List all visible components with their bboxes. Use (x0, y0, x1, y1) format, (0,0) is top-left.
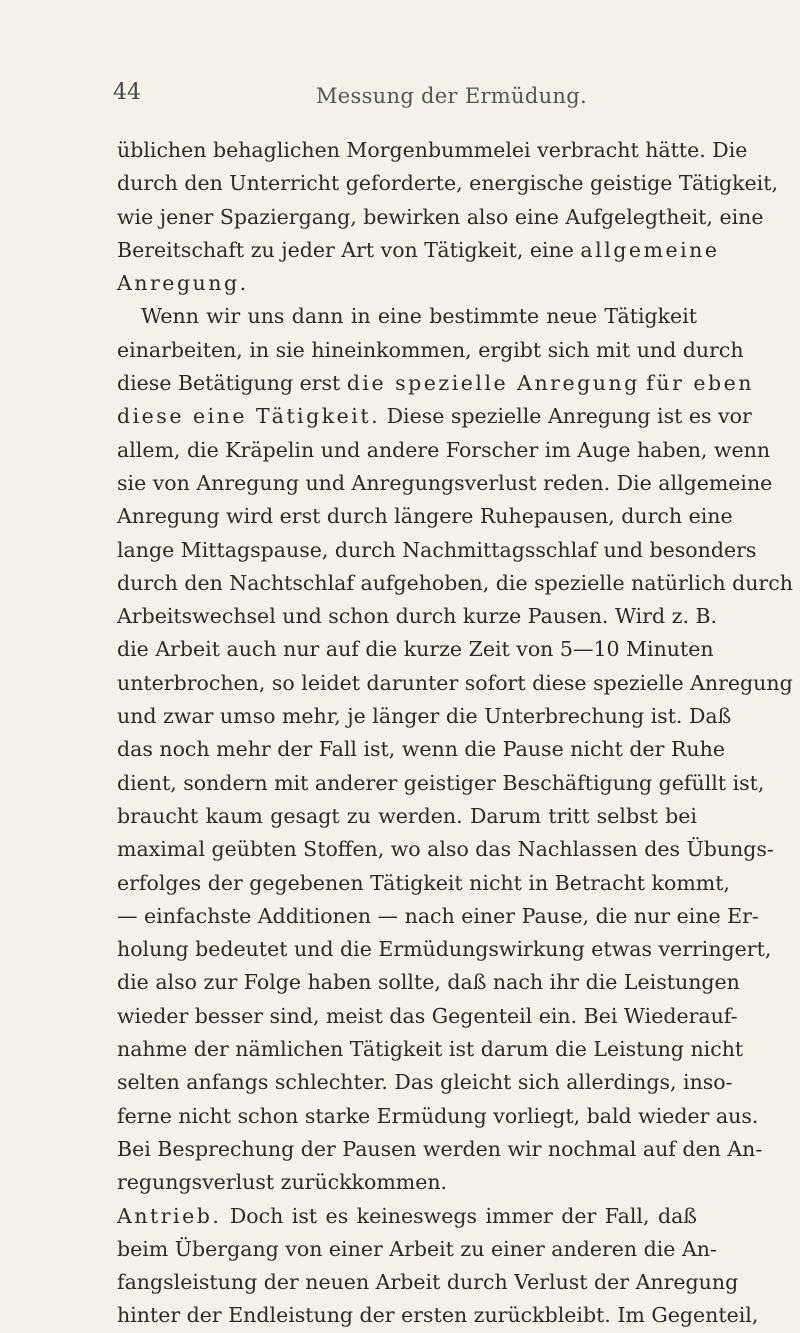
emphasis-spezielle-anregung: die spezielle Anregung (346, 371, 640, 396)
text-line: sie von Anregung und Anregungsverlust reden. Die allgemeine (117, 470, 773, 495)
text-line: fangsleistung der neuen Arbeit durch Verlust der Anregung (117, 1270, 739, 1295)
page-number: 44 (113, 80, 141, 105)
text-line: hinter der Endleistung der ersten zurückbleibt. Im Gegenteil, (117, 1303, 759, 1328)
body-text (117, 134, 793, 1333)
text-line: holung bedeutet und die Ermüdungswirkung etwas verringert, (117, 937, 772, 962)
text-line: — einfachste Additionen — nach einer Pause, die nur eine Er- (117, 903, 759, 928)
text-line: Anregung. (117, 271, 249, 296)
text-line: selten anfangs schlechter. Das gleicht sich allerdings, inso- (117, 1070, 733, 1095)
page-header (0, 80, 800, 120)
text-line: diese eine Tätigkeit. Diese spezielle Anregung ist es vor (117, 404, 752, 429)
text-line: braucht kaum gesagt zu werden. Darum tritt selbst bei (117, 803, 697, 828)
text-line: einarbeiten, in sie hineinkommen, ergibt sich mit und durch (117, 337, 744, 362)
text-line: maximal geübten Stoffen, wo also das Nachlassen des Übungs- (117, 837, 774, 862)
emphasis-antrieb: Antrieb. (117, 1203, 222, 1228)
text-line: diese Betätigung erst die spezielle Anregung für eben (117, 371, 754, 396)
text-line: Anregung wird erst durch längere Ruhepausen, durch eine (117, 504, 733, 529)
running-head: Messung der Ermüdung. (316, 84, 587, 108)
emphasis-allgemeine: allgemeine (580, 237, 720, 262)
text-line: lange Mittagspause, durch Nachmittagsschlaf und besonders (117, 537, 757, 562)
emphasis-fuer-eben: für eben (646, 371, 754, 396)
text-line: wieder besser sind, meist das Gegenteil ein. Bei Wiederauf- (117, 1003, 738, 1028)
text-line: durch den Unterricht geforderte, energische geistige Tätigkeit, (117, 171, 778, 196)
text-line: unterbrochen, so leidet darunter sofort diese spezielle Anregung (117, 670, 793, 695)
text-line: ferne nicht schon starke Ermüdung vorliegt, bald wieder aus. (117, 1103, 759, 1128)
text-line: die Arbeit auch nur auf die kurze Zeit von 5—10 Minuten (117, 637, 714, 662)
text-line: Antrieb. Doch ist es keineswegs immer der Fall, daß (117, 1203, 697, 1228)
text-line: erfolges der gegebenen Tätigkeit nicht in Betracht kommt, (117, 870, 730, 895)
text-line: wie jener Spaziergang, bewirken also eine Aufgelegtheit, eine (117, 204, 764, 229)
text-line: beim Übergang von einer Arbeit zu einer anderen die An- (117, 1236, 717, 1261)
text-line: die also zur Folge haben sollte, daß nach ihr die Leistungen (117, 970, 740, 995)
text-line: dient, sondern mit anderer geistiger Beschäftigung gefüllt ist, (117, 770, 765, 795)
text-line: durch den Nachtschlaf aufgehoben, die spezielle natürlich durch (117, 570, 793, 595)
text-line: nahme der nämlichen Tätigkeit ist darum die Leistung nicht (117, 1037, 744, 1062)
text-line: Wenn wir uns dann in eine bestimmte neue Tätigkeit (141, 304, 697, 329)
text-line: Bereitschaft zu jeder Art von Tätigkeit, eine allgemeine (117, 237, 720, 262)
text-line: regungsverlust zurückkommen. (117, 1170, 448, 1195)
text-line: das noch mehr der Fall ist, wenn die Pause nicht der Ruhe (117, 737, 725, 762)
text-line: üblichen behaglichen Morgenbummelei verbracht hätte. Die (117, 138, 748, 162)
text-line: allem, die Kräpelin und andere Forscher im Auge haben, wenn (117, 437, 771, 462)
emphasis-diese-eine-taetigkeit: diese eine Tätigkeit. (117, 404, 381, 429)
text-line: Arbeitswechsel und schon durch kurze Pausen. Wird z. B. (117, 604, 718, 629)
text-line: Bei Besprechung der Pausen werden wir nochmal auf den An- (117, 1136, 763, 1161)
text-line: und zwar umso mehr, je länger die Unterbrechung ist. Daß (117, 704, 732, 729)
